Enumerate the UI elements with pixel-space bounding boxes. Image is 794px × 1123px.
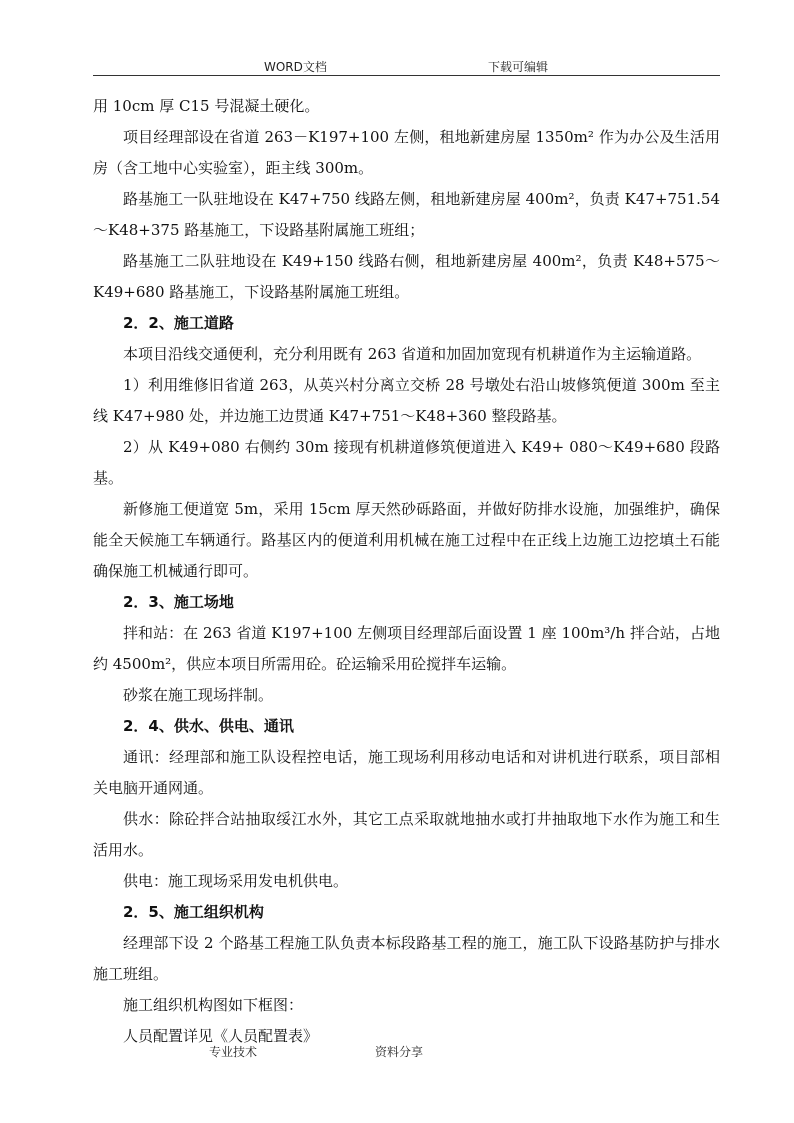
footer-right-text: 资料分享 [375,1045,424,1059]
paragraph: 1）利用维修旧省道 263，从英兴村分离立交桥 28 号墩处右沿山坡修筑便道 300m 至主线 K47+980 处，并边施工边贯通 K47+751～K48+360 整段路基。 [93,376,720,425]
paragraph: 新修施工便道宽 5m，采用 15cm 厚天然砂砾路面，并做好防排水设施，加强维护，确保能全天候施工车辆通行。路基区内的便道利用机械在施工过程中在正线上边施工边挖填土石能确保施工机械通行即可。 [93,500,720,580]
page-header [93,55,720,76]
paragraph: 项目经理部设在省道 263－K197+100 左侧，租地新建房屋 1350m² 作为办公及生活用房（含工地中心实验室），距主线 300m。 [93,128,720,177]
paragraph: 砂浆在施工现场拌制。 [123,686,274,704]
section-heading: 2．4、供水、供电、通讯 [123,717,294,735]
paragraph: 经理部下设 2 个路基工程施工队负责本标段路基工程的施工，施工队下设路基防护与排水施工班组。 [93,934,720,983]
paragraph: 人员配置详见《人员配置表》 [123,1027,319,1045]
paragraph: 通讯：经理部和施工队设程控电话，施工现场利用移动电话和对讲机进行联系，项目部相关电脑开通网通。 [93,748,720,797]
document-body [93,91,720,1052]
paragraph: 供电：施工现场采用发电机供电。 [123,872,349,890]
paragraph: 供水：除砼拌合站抽取绥江水外，其它工点采取就地抽水或打井抽取地下水作为施工和生活用水。 [93,810,720,859]
header-left-text: WORD文档 [264,60,327,74]
paragraph: 本项目沿线交通便利，充分利用既有 263 省道和加固加宽现有机耕道作为主运输道路。 [123,345,702,363]
section-heading: 2．3、施工场地 [123,593,234,611]
header-right-text: 下载可编辑 [488,60,549,74]
section-heading: 2．2、施工道路 [123,314,234,332]
footer-left-text: 专业技术 [209,1045,258,1059]
paragraph: 施工组织机构图如下框图： [123,996,304,1014]
paragraph: 用 10cm 厚 C15 号混凝土硬化。 [93,97,320,115]
paragraph: 路基施工一队驻地设在 K47+750 线路左侧，租地新建房屋 400m²，负责 K47+751.54～K48+375 路基施工，下设路基附属施工班组； [93,190,720,239]
section-heading: 2．5、施工组织机构 [123,903,264,921]
paragraph: 2）从 K49+080 右侧约 30m 接现有机耕道修筑便道进入 K49+ 080～K49+680 段路基。 [93,438,720,487]
paragraph: 路基施工二队驻地设在 K49+150 线路右侧，租地新建房屋 400m²，负责 K48+575～K49+680 路基施工，下设路基附属施工班组。 [93,252,720,301]
paragraph: 拌和站：在 263 省道 K197+100 左侧项目经理部后面设置 1 座 100m³/h 拌合站，占地约 4500m²，供应本项目所需用砼。砼运输采用砼搅拌车运输。 [93,624,720,673]
